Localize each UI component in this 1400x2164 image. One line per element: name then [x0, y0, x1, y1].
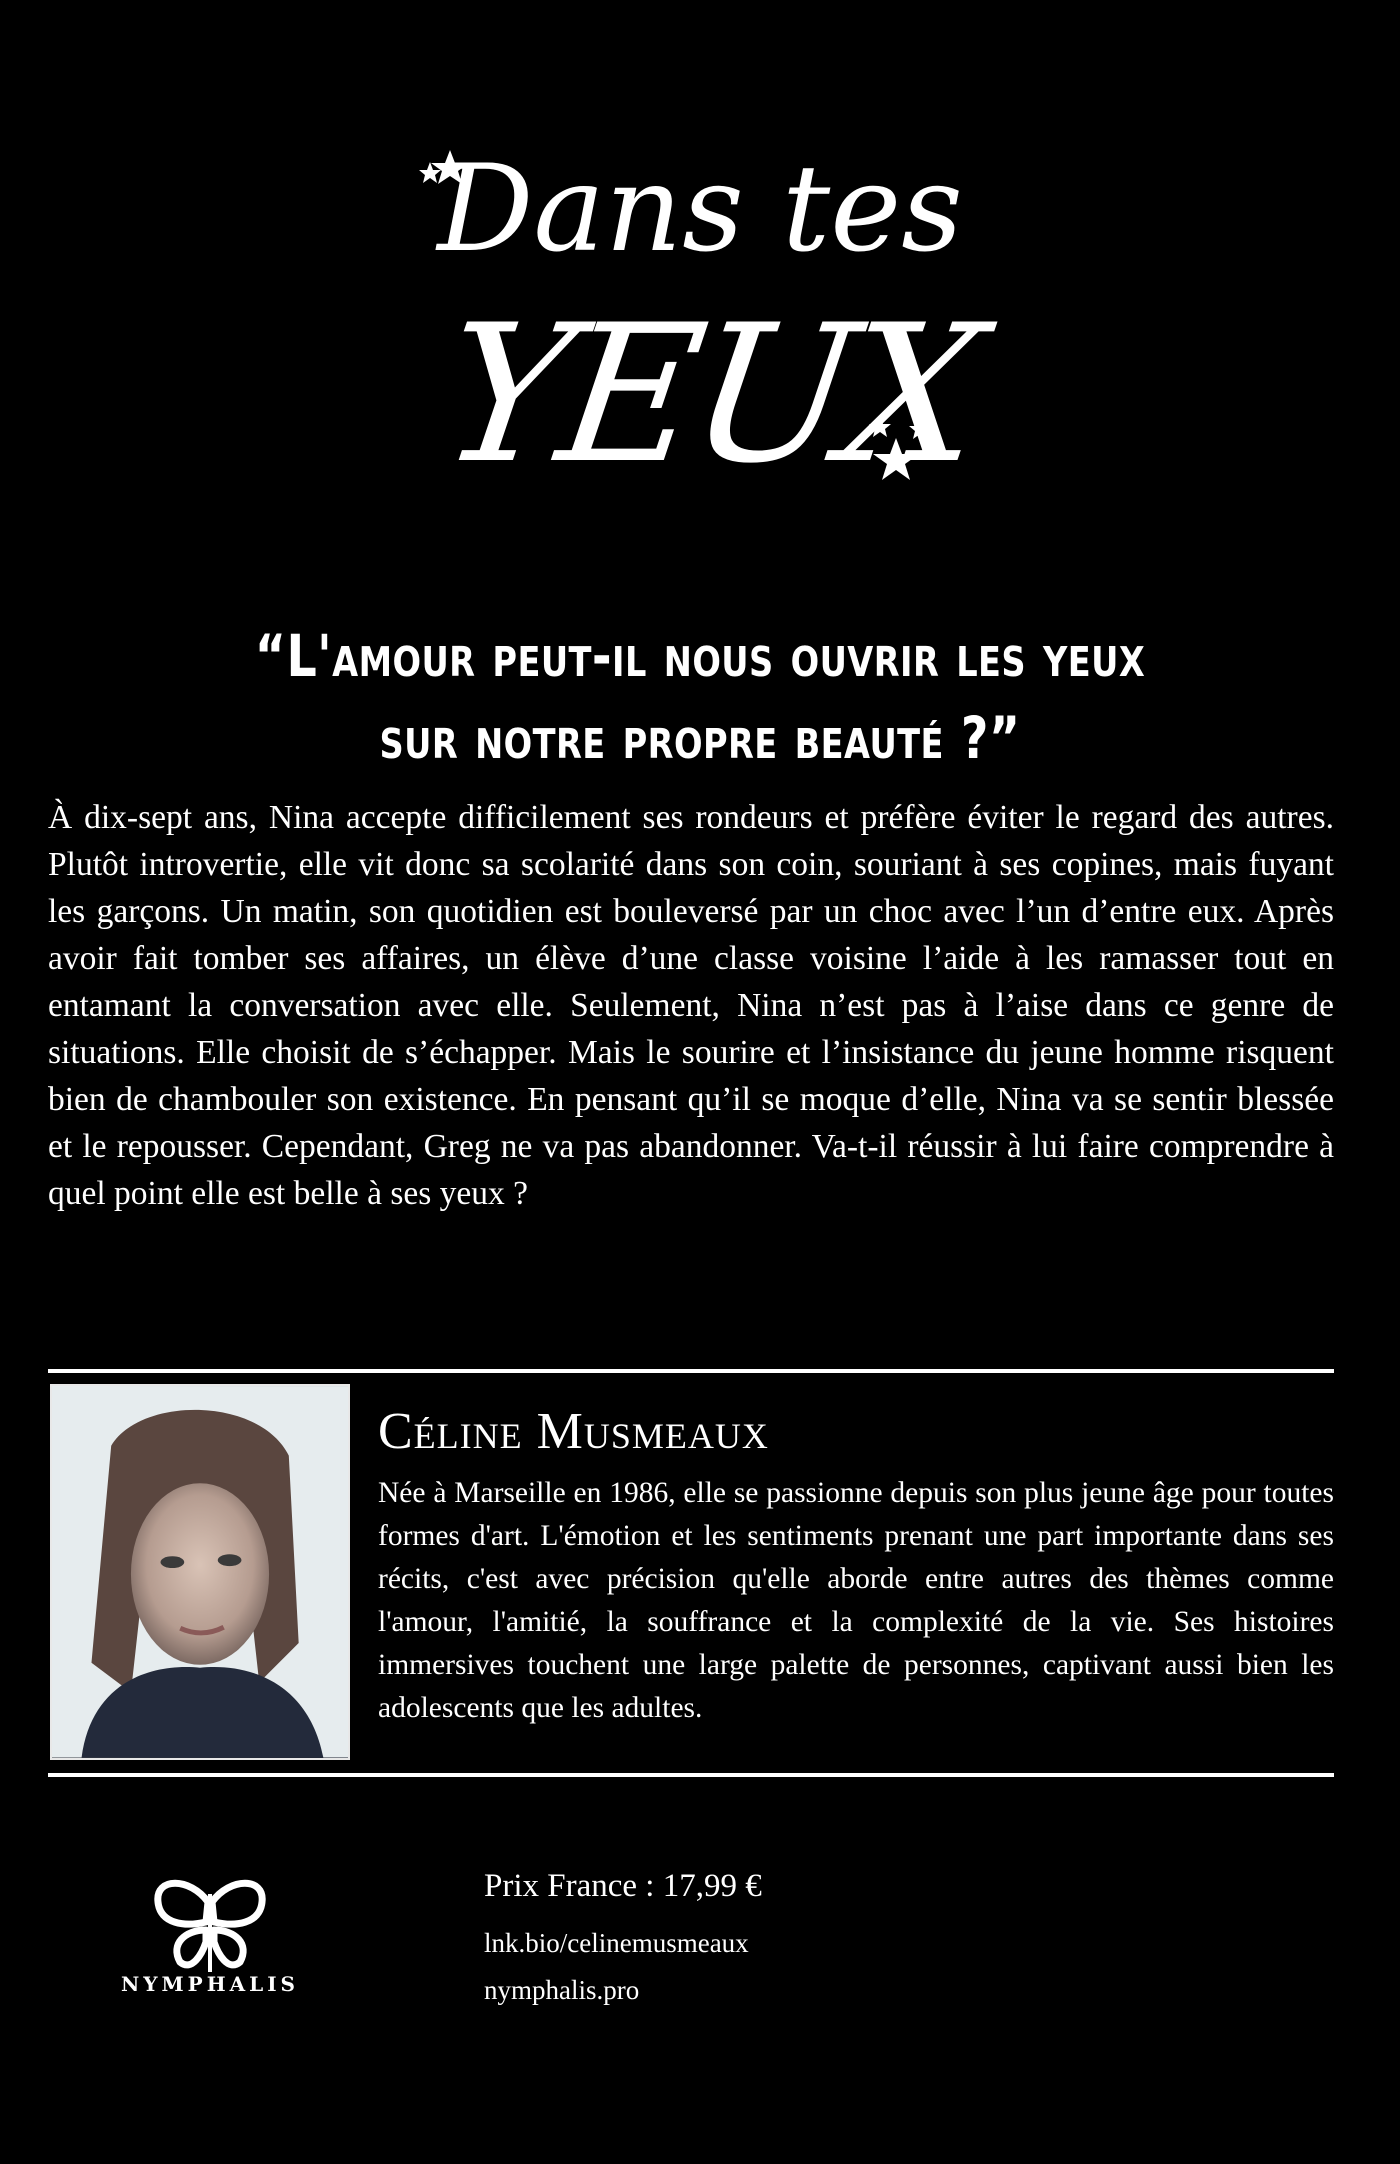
author-portrait-icon: [52, 1386, 348, 1758]
title-artwork: [400, 100, 1000, 560]
tagline-line2: sur notre propre beauté ?”: [379, 704, 1021, 772]
publisher-link[interactable]: nymphalis.pro: [484, 1975, 640, 2005]
butterfly-logo-icon: [140, 1872, 280, 1982]
author-link[interactable]: lnk.bio/celinemusmeaux: [484, 1928, 749, 1958]
book-title: [400, 100, 1000, 560]
tagline-line1: “L'amour peut-il nous ouvrir les yeux: [254, 622, 1146, 690]
divider-top: [48, 1369, 1334, 1373]
tagline: [208, 615, 1192, 779]
title-line1: Dans tes: [437, 140, 963, 279]
price: Prix France : 17,99 €: [484, 1868, 762, 1904]
divider-bottom: [48, 1773, 1334, 1777]
author-bio: Née à Marseille en 1986, elle se passionne depuis son plus jeune âge pour toutes formes d'art. L'émotion et les sentiments prenant une part importante dans ses récits, c'est avec précision qu'elle aborde entre autres des thèmes comme l'amour, l'amitié, la souffrance et la complexité de la vie. Ses histoires immersives touchent une large palette de personnes, captivant aussi bien les adolescents que les adultes.: [378, 1477, 1334, 1724]
title-line2: YEUX: [429, 284, 989, 506]
author-photo: [50, 1384, 350, 1760]
publisher-name: NYMPHALIS: [120, 1972, 299, 1996]
synopsis: À dix-sept ans, Nina accepte difficilement ses rondeurs et préfère éviter le regard des autres. Plutôt introvertie, elle vit donc sa scolarité dans son coin, souriant à ses copines, mais fuyant les garçons. Un matin, son quotidien est bouleversé par un choc avec l’un d’entre eux. Après avoir fait tomber ses affaires, un élève d’une classe voisine l’aide à les ramasser tout en entamant la conversation avec elle. Seulement, Nina n’est pas à l’aise dans ce genre de situations. Elle choisit de s’échapper. Mais le sourire et l’insistance du jeune homme risquent bien de chambouler son existence. En pensant qu’il se moque d’elle, Nina va se sentir blessée et le repousser. Cependant, Greg ne va pas abandonner. Va-t-il réussir à lui faire comprendre à quel point elle est belle à ses yeux ?: [48, 799, 1334, 1212]
author-name: Céline Musmeaux: [378, 1403, 769, 1460]
